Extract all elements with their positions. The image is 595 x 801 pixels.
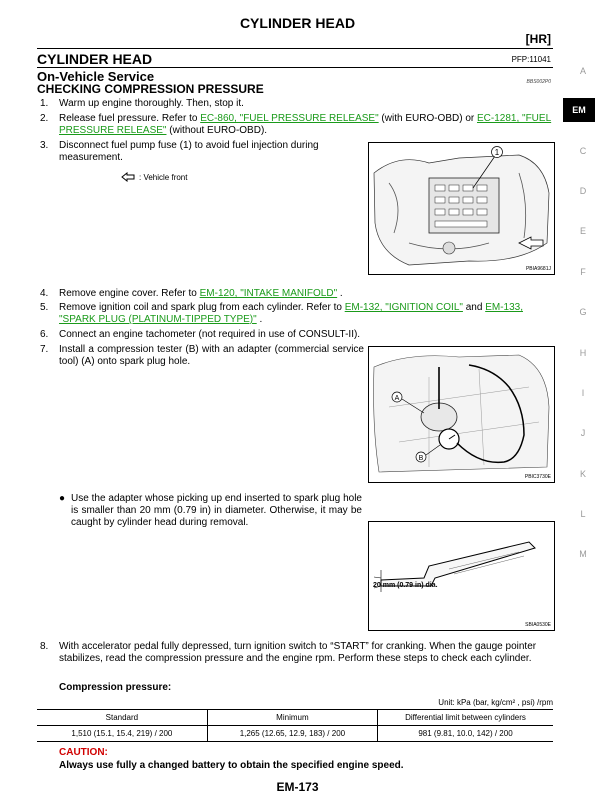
side-index-h[interactable]: H bbox=[579, 348, 587, 358]
side-index-c[interactable]: C bbox=[579, 146, 587, 156]
subheading-code: BBS002P0 bbox=[526, 79, 551, 85]
side-index-em-active[interactable]: EM bbox=[563, 98, 595, 122]
table-header-row bbox=[37, 710, 553, 726]
caution-label: CAUTION: bbox=[59, 747, 108, 758]
side-index-d[interactable]: D bbox=[579, 186, 587, 196]
adapter-illustration bbox=[369, 522, 554, 630]
arrow-left-icon bbox=[121, 172, 135, 182]
side-index-l[interactable]: L bbox=[580, 509, 586, 519]
link-ec-860[interactable]: EC-860, "FUEL PRESSURE RELEASE" bbox=[200, 113, 379, 124]
bullet-icon: ● bbox=[59, 493, 66, 504]
cell-minimum: 1,265 (12.65, 12.9, 183) / 200 bbox=[207, 726, 377, 742]
side-index-m[interactable]: M bbox=[579, 549, 587, 559]
compression-pressure-label: Compression pressure: bbox=[59, 682, 172, 693]
side-index-a[interactable]: A bbox=[579, 66, 586, 76]
hr-tag: [HR] bbox=[525, 32, 551, 46]
side-index-f[interactable]: F bbox=[580, 267, 586, 277]
figure-adapter bbox=[368, 521, 555, 631]
figure-code-1: PBIA9681J bbox=[525, 266, 551, 272]
header-minimum: Minimum bbox=[207, 710, 377, 726]
figure-compression-tester bbox=[368, 346, 555, 483]
compression-tester-illustration bbox=[369, 347, 554, 482]
link-em-120[interactable]: EM-120, "INTAKE MANIFOLD" bbox=[199, 288, 338, 299]
figure-label-b: B bbox=[418, 455, 424, 462]
fuse-box-illustration bbox=[369, 143, 554, 274]
pfp-code: PFP:11041 bbox=[511, 55, 551, 64]
link-em-132[interactable]: EM-132, "IGNITION COIL" bbox=[344, 302, 463, 313]
header-differential: Differential limit between cylinders bbox=[378, 710, 553, 726]
page-header: CYLINDER HEAD bbox=[239, 15, 356, 31]
side-index-g[interactable]: G bbox=[579, 307, 587, 317]
header-standard: Standard bbox=[37, 710, 207, 726]
dimension-label: 20 mm (0.79 in) dia. bbox=[373, 582, 438, 589]
figure-code-3: SBIA0530E bbox=[525, 622, 551, 628]
header-rule bbox=[37, 48, 553, 49]
page-number: EM-173 bbox=[276, 780, 319, 794]
link-ec-1281[interactable]: EC-1281, "FUEL PRESSURE RELEASE" bbox=[59, 113, 552, 136]
caution-text: Always use fully a changed battery to obtain the specified engine speed. bbox=[59, 760, 404, 771]
side-index-j[interactable]: J bbox=[580, 428, 586, 438]
link-em-133[interactable]: EM-133, "SPARK PLUG (PLATINUM-TIPPED TYPE)" bbox=[59, 302, 523, 325]
unit-label: Unit: kPa (bar, kg/cm² , psi) /rpm bbox=[438, 698, 553, 707]
subheading-on-vehicle: On-Vehicle Service bbox=[37, 69, 155, 84]
table-row bbox=[37, 726, 553, 742]
cell-differential: 981 (9.81, 10.0, 142) / 200 bbox=[378, 726, 553, 742]
compression-table bbox=[37, 709, 553, 742]
vehicle-front-legend: : Vehicle front bbox=[121, 172, 187, 182]
figure-label-a: A bbox=[394, 395, 400, 402]
side-index-e[interactable]: E bbox=[579, 226, 586, 236]
section-rule bbox=[37, 67, 553, 68]
figure-fuse-box bbox=[368, 142, 555, 275]
adapter-note: ● Use the adapter whose picking up end inserted to spark plug hole is smaller than 20 mm (0.79 in) in diameter. Otherwise, it may be caught by cylinder head during removal. bbox=[59, 493, 362, 528]
side-index-k[interactable]: K bbox=[579, 469, 586, 479]
section-title: CYLINDER HEAD bbox=[37, 51, 153, 67]
side-index-i[interactable]: I bbox=[581, 388, 585, 398]
figure-code-2: PBIC3730E bbox=[524, 474, 551, 480]
cell-standard: 1,510 (15.1, 15.4, 219) / 200 bbox=[37, 726, 207, 742]
figure-label-1: 1 bbox=[494, 148, 500, 157]
subheading-compression: CHECKING COMPRESSION PRESSURE bbox=[37, 82, 264, 96]
